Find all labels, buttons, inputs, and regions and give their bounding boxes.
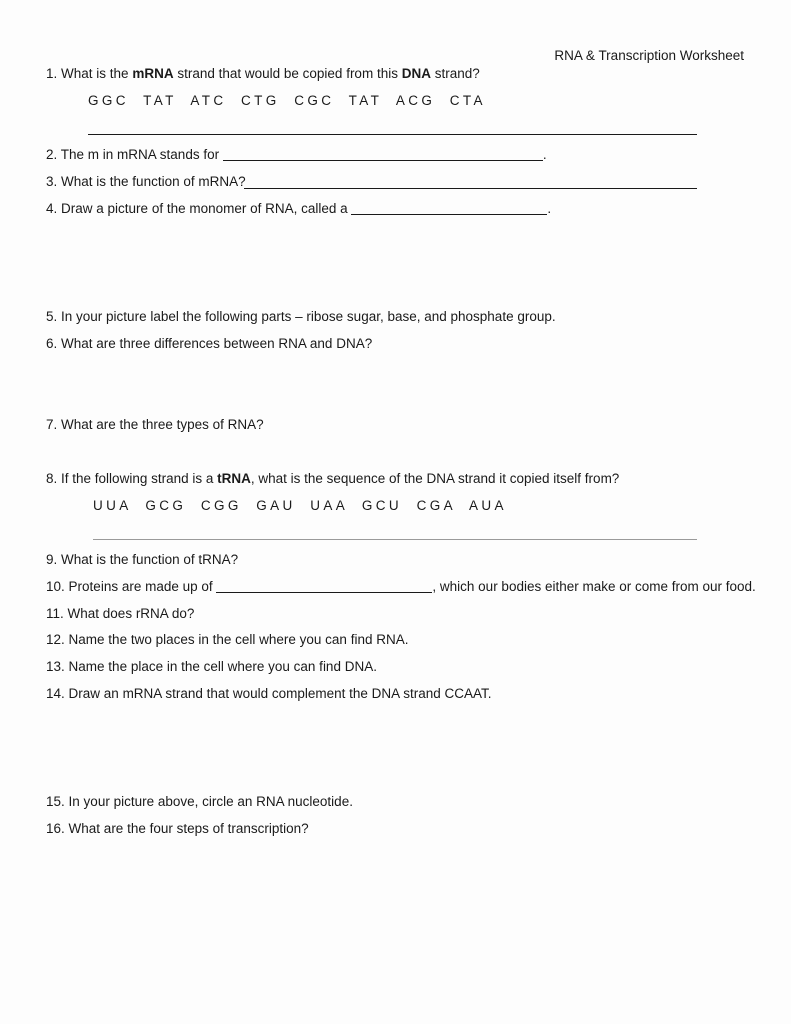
question-text-post: , what is the sequence of the DNA strand it copied itself from? [250,471,620,486]
question-8 [46,471,619,486]
question-5 [46,309,556,324]
question-end: . [542,147,547,162]
question-number: 4. [46,201,58,216]
question-text: Draw a picture of the monomer of RNA, called a [61,201,348,216]
question-text-mid: strand that would be copied from this [173,66,402,81]
answer-line[interactable] [88,134,697,135]
question-text: In your picture above, circle an RNA nucleotide. [68,794,353,809]
answer-blank[interactable] [223,159,543,161]
question-number: 2. [46,147,58,162]
question-number: 11. [46,606,64,621]
question-number: 6. [46,336,58,351]
question-number: 1. [46,66,58,81]
question-text: What are the four steps of transcription? [68,821,309,836]
question-number: 16. [46,821,65,836]
question-text-pre: If the following strand is a [61,471,218,486]
question-6 [46,336,372,351]
dna-sequence: GGC TAT ATC CTG CGC TAT ACG CTA [88,93,486,108]
question-text: Proteins are made up of [68,579,213,594]
question-12 [46,632,408,647]
question-text: In your picture label the following parts – ribose sugar, base, and phosphate group. [61,309,556,324]
question-number: 14. [46,686,65,701]
question-number: 12. [46,632,65,647]
question-number: 5. [46,309,58,324]
question-number: 13. [46,659,65,674]
trna-sequence: UUA GCG CGG GAU UAA GCU CGA AUA [93,498,507,513]
question-text-post: strand? [430,66,480,81]
question-text: What are the three types of RNA? [61,417,264,432]
question-text: What does rRNA do? [67,606,195,621]
question-3 [46,174,246,189]
question-number: 10. [46,579,65,594]
question-text-pre: What is the [61,66,133,81]
question-10 [46,579,756,594]
question-bold-term: DNA [401,66,431,81]
question-number: 8. [46,471,58,486]
question-number: 3. [46,174,58,189]
answer-line[interactable] [93,539,697,540]
question-text: The m in mRNA stands for [60,147,220,162]
question-number: 9. [46,552,58,567]
question-text: Name the two places in the cell where you can find RNA. [68,632,409,647]
worksheet-title: RNA & Transcription Worksheet [554,48,744,63]
answer-blank[interactable] [216,591,432,593]
question-11 [46,606,194,621]
answer-line[interactable] [244,188,697,189]
question-15 [46,794,353,809]
question-number: 15. [46,794,65,809]
question-4 [46,201,551,216]
question-1 [46,66,480,81]
question-bold-term: mRNA [132,66,174,81]
question-2 [46,147,547,162]
answer-blank[interactable] [351,213,547,215]
question-16 [46,821,309,836]
question-bold-term: tRNA [217,471,251,486]
question-text: Name the place in the cell where you can find DNA. [68,659,377,674]
question-text: What is the function of tRNA? [61,552,239,567]
question-number: 7. [46,417,58,432]
question-end: . [547,201,552,216]
question-text: What is the function of mRNA? [61,174,246,189]
question-14 [46,686,491,701]
question-text: What are three differences between RNA and DNA? [61,336,373,351]
question-13 [46,659,377,674]
question-7 [46,417,264,432]
question-text-post: , which our bodies either make or come from our food. [432,579,756,594]
question-text: Draw an mRNA strand that would complement the DNA strand CCAAT. [68,686,492,701]
question-9 [46,552,238,567]
